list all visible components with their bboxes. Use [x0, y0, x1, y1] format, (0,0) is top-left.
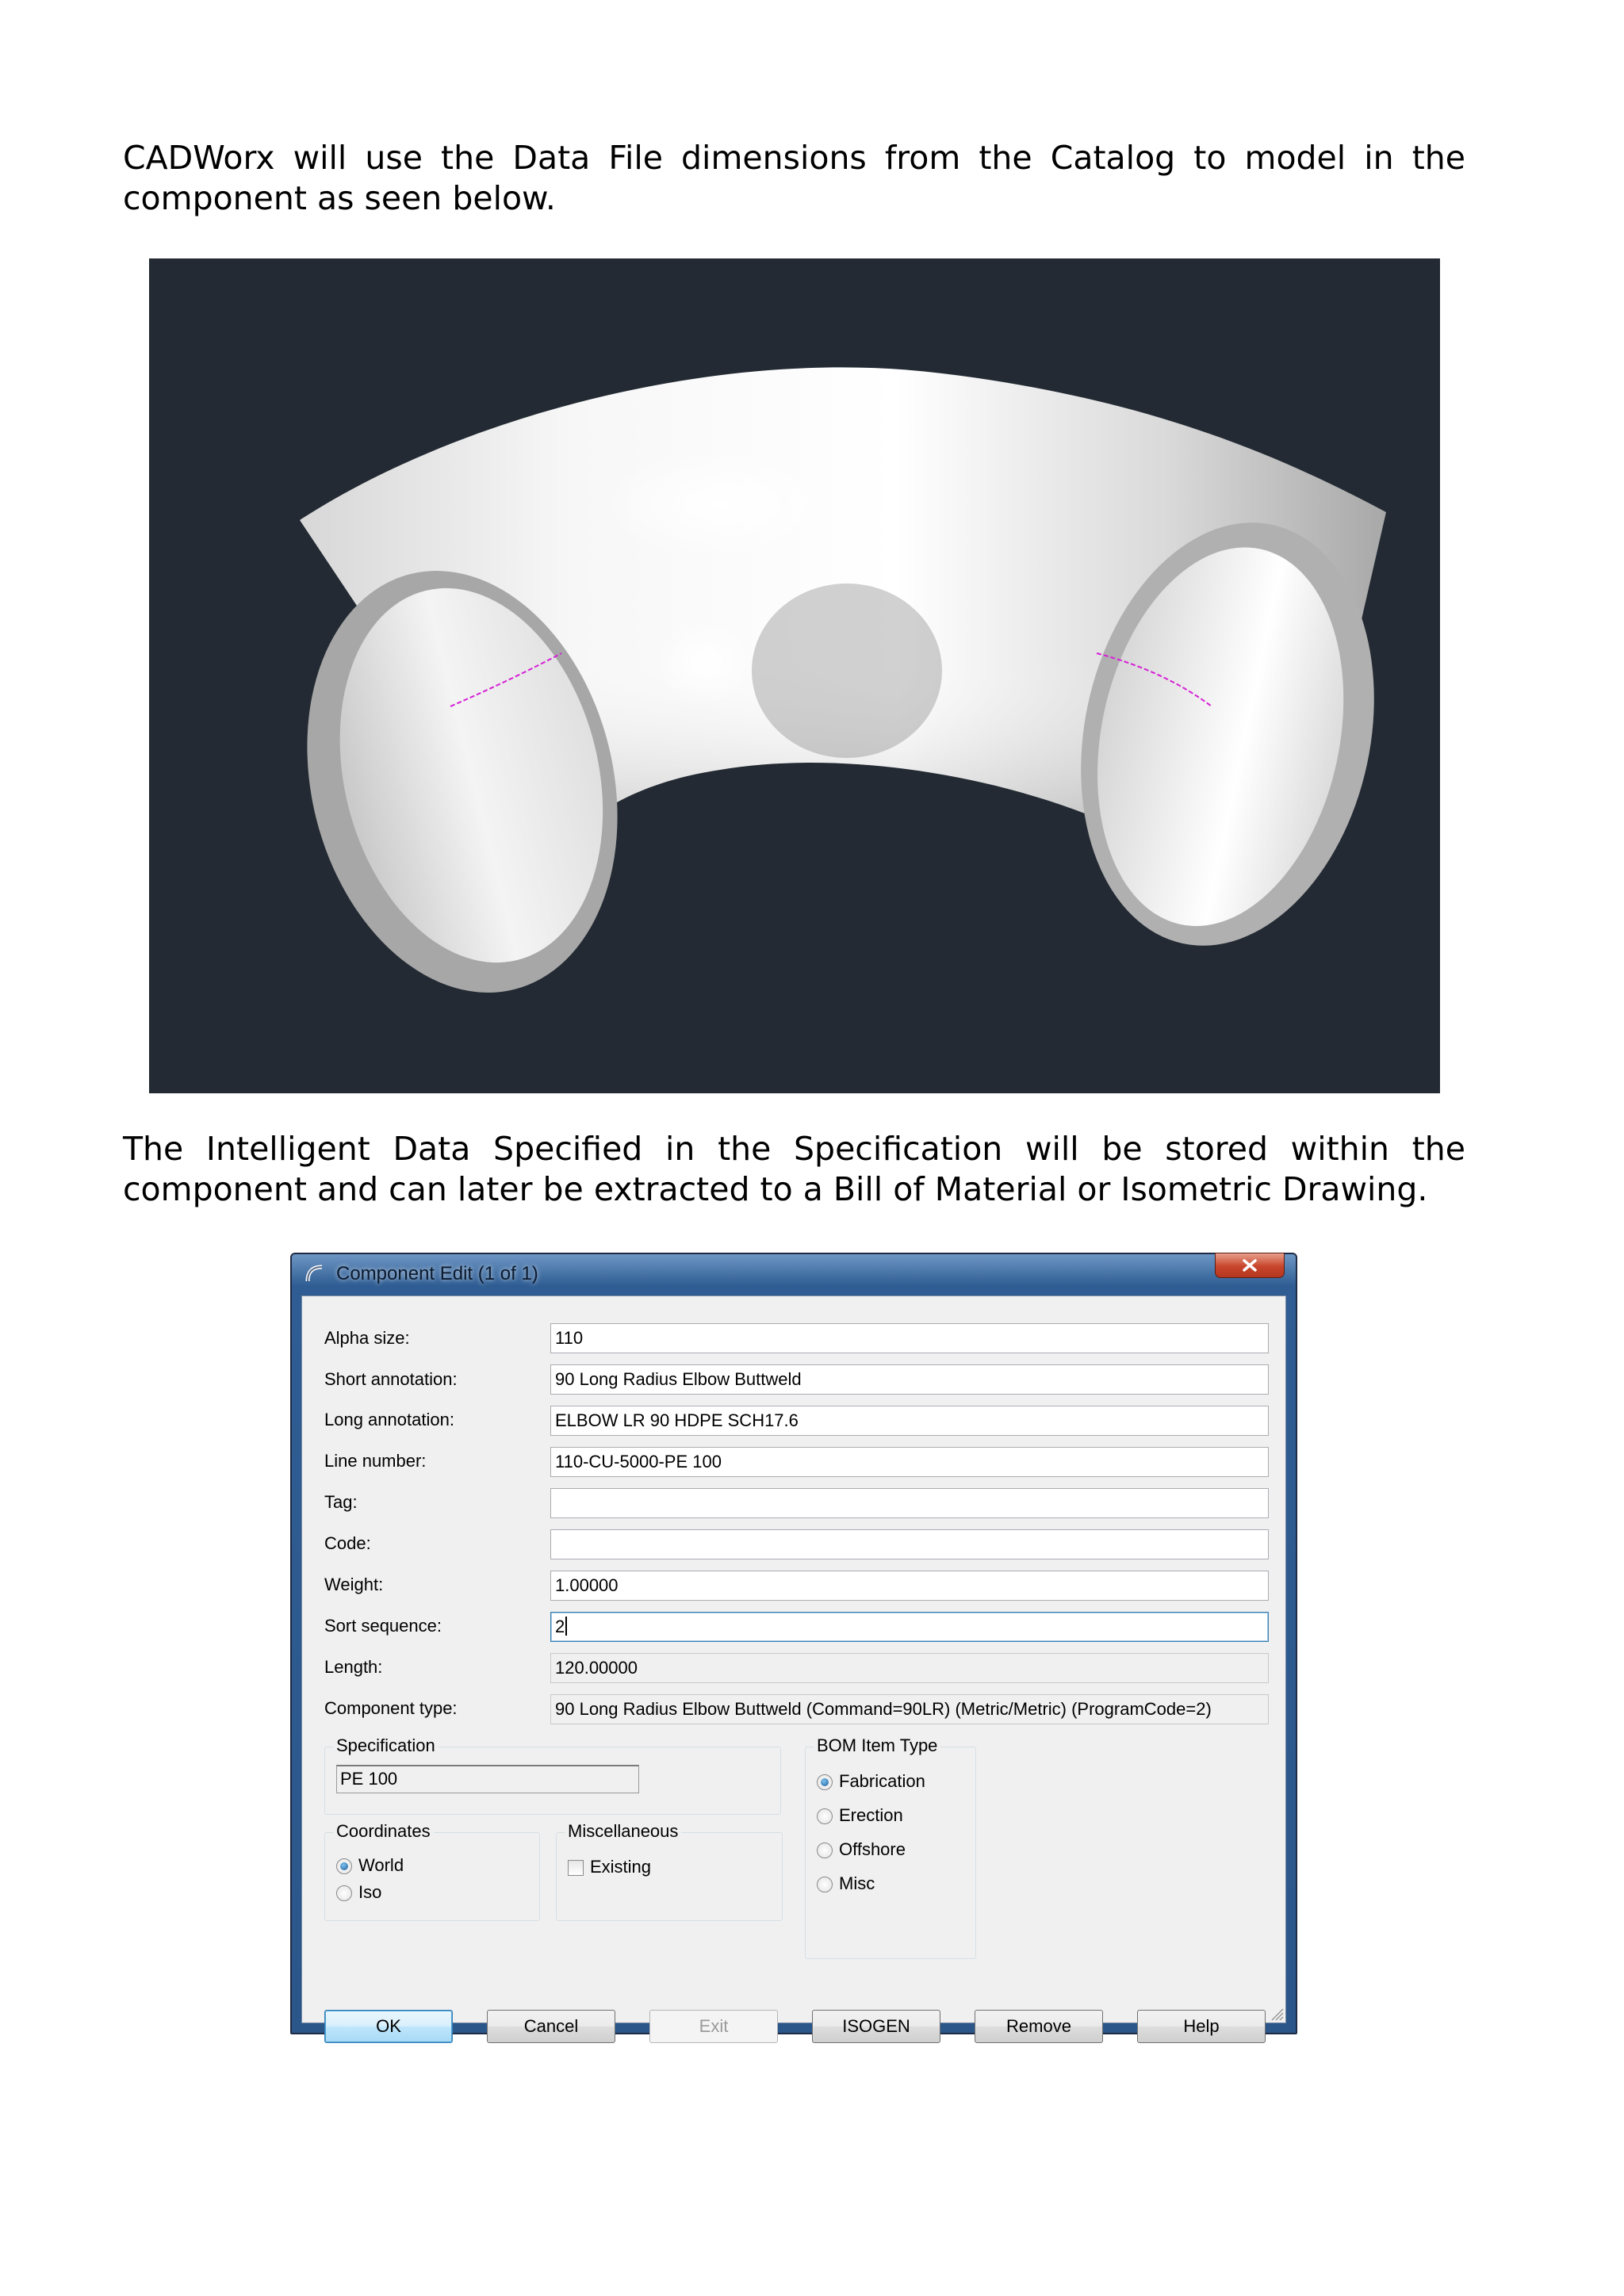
weight-field[interactable]: 1.00000 [550, 1571, 1269, 1601]
coordinates-option-label: World [358, 1855, 404, 1875]
cancel-button[interactable]: Cancel [487, 2010, 615, 2043]
help-button[interactable]: Help [1137, 2010, 1266, 2043]
component-type-field: 90 Long Radius Elbow Buttweld (Command=90LR) (Metric/Metric) (ProgramCode=2) [550, 1694, 1269, 1724]
tag-field[interactable] [550, 1488, 1269, 1518]
bom-item-type-group [805, 1735, 976, 1959]
dialog-client-area [301, 1295, 1286, 2036]
ok-button[interactable]: OK [324, 2010, 453, 2043]
bom-option-label: Misc [839, 1873, 875, 1893]
length-label: Length: [324, 1657, 383, 1677]
weight-label: Weight: [324, 1575, 384, 1594]
specification-group-title: Specification [333, 1735, 439, 1756]
elbow-app-icon [304, 1264, 325, 1284]
close-button[interactable] [1215, 1253, 1285, 1278]
line-number-label: Line number: [324, 1451, 427, 1471]
elbow-3d-render [149, 258, 1440, 1093]
text-caret [565, 1617, 567, 1636]
alpha-size-label: Alpha size: [324, 1328, 410, 1348]
resize-grip-icon[interactable] [1270, 2007, 1284, 2021]
checkbox-indicator [568, 1860, 584, 1876]
radio-indicator [817, 1843, 833, 1858]
component-edit-dialog [290, 1253, 1297, 2034]
specification-group [324, 1735, 781, 1815]
radio-indicator [817, 1774, 833, 1790]
bom-radio-fabrication[interactable] [817, 1771, 925, 1792]
coordinates-group [324, 1821, 540, 1921]
miscellaneous-group-title: Miscellaneous [565, 1821, 681, 1842]
elbow-model-image [149, 258, 1440, 1093]
code-label: Code: [324, 1533, 371, 1553]
length-field: 120.00000 [550, 1653, 1269, 1683]
radio-indicator [817, 1808, 833, 1824]
existing-checkbox[interactable] [568, 1857, 651, 1877]
bom-option-label: Fabrication [839, 1771, 925, 1791]
bom-radio-misc[interactable] [817, 1873, 875, 1894]
long-annotation-field[interactable]: ELBOW LR 90 HDPE SCH17.6 [550, 1406, 1269, 1436]
coordinates-group-title: Coordinates [333, 1821, 434, 1842]
radio-indicator [336, 1858, 352, 1874]
close-icon [1241, 1259, 1258, 1272]
short-annotation-field[interactable]: 90 Long Radius Elbow Buttweld [550, 1364, 1269, 1395]
isogen-button[interactable]: ISOGEN [812, 2010, 940, 2043]
bom-option-label: Erection [839, 1805, 903, 1825]
intelligent-data-paragraph: The Intelligent Data Specified in the Specification will be stored within the component and can later be extracted to a Bill of Material or Isometric Drawing. [123, 1130, 1465, 1208]
coordinates-option-label: Iso [358, 1882, 382, 1902]
coordinates-radio-world[interactable] [336, 1855, 404, 1876]
intro-paragraph: CADWorx will use the Data File dimensions from the Catalog to model in the component as seen below. [123, 139, 1465, 217]
dialog-titlebar[interactable] [292, 1254, 1296, 1292]
sort-sequence-field[interactable] [550, 1612, 1269, 1642]
radio-indicator [336, 1885, 352, 1901]
specification-field: PE 100 [336, 1765, 639, 1793]
sort-sequence-value: 2 [555, 1617, 565, 1636]
long-annotation-label: Long annotation: [324, 1410, 454, 1429]
bom-radio-erection[interactable] [817, 1805, 903, 1826]
bom-item-type-group-title: BOM Item Type [814, 1735, 940, 1756]
existing-label: Existing [590, 1857, 652, 1877]
sort-sequence-label: Sort sequence: [324, 1616, 442, 1636]
short-annotation-label: Short annotation: [324, 1369, 458, 1389]
code-field[interactable] [550, 1529, 1269, 1559]
exit-button[interactable]: Exit [649, 2010, 778, 2043]
bom-radio-offshore[interactable] [817, 1839, 906, 1860]
alpha-size-field[interactable]: 110 [550, 1323, 1269, 1353]
remove-button[interactable]: Remove [975, 2010, 1103, 2043]
bom-option-label: Offshore [839, 1839, 906, 1859]
tag-label: Tag: [324, 1492, 358, 1512]
component-type-label: Component type: [324, 1698, 458, 1718]
coordinates-radio-iso[interactable] [336, 1882, 381, 1903]
line-number-field[interactable]: 110-CU-5000-PE 100 [550, 1447, 1269, 1477]
dialog-title: Component Edit (1 of 1) [336, 1263, 538, 1284]
miscellaneous-group [556, 1821, 783, 1921]
radio-indicator [817, 1877, 833, 1892]
